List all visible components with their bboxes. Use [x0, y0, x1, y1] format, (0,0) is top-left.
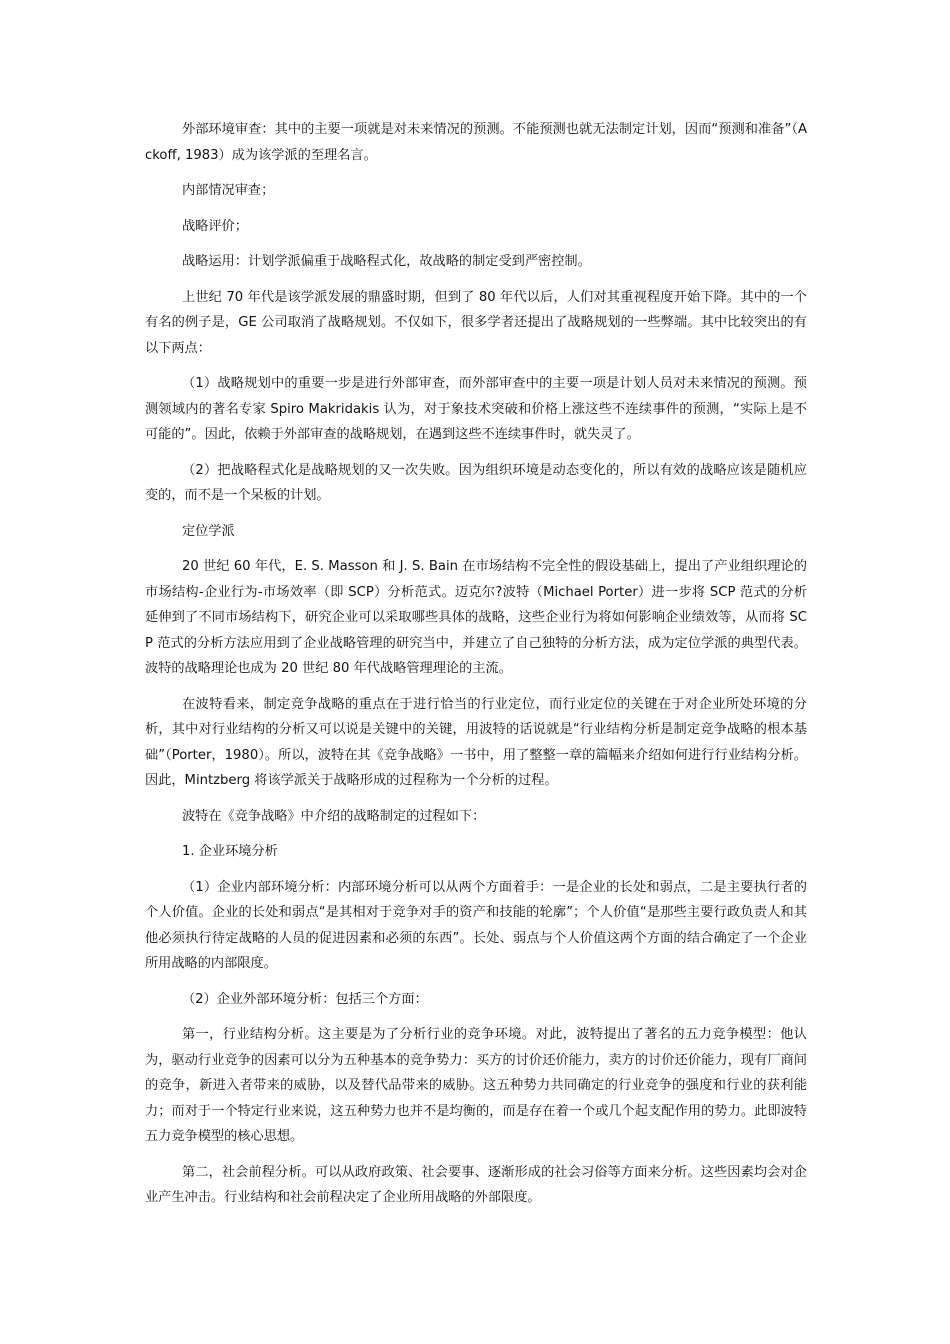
document-body [145, 117, 807, 1221]
paragraph-external-review: 外部环境审查：其中的主要一项就是对未来情况的预测。不能预测也就无法制定计划，因而“预测和准备”（Ackoff, 1983）成为该学派的至理名言。 [145, 122, 807, 163]
paragraph-scp-paradigm: 20 世纪 60 年代，E. S. Masson 和 J. S. Bain 在市场结构不完全性的假设基础上，提出了产业组织理论的市场结构-企业行为-市场效率（即 SCP）分析范式。迈克尔?波特（Michael Porter）进一步将 SCP 范式的分析延伸到了不同市场结构下，研究企业可以采取哪些具体的战略，这些企业行为将如何影响企业绩效等，从而将 SCP 范式的分析方法应用到了企业战略管理的研究当中，并建立了自己独特的分析方法，成为定位学派的典型代表。波特的战略理论也成为 20 世纪 80 年代战略管理理论的主流。 [145, 559, 807, 676]
paragraph-internal-review: 内部情况审查； [181, 183, 275, 198]
paragraph-planning-school-decline: 上世纪 70 年代是该学派发展的鼎盛时期，但到了 80 年代以后，人们对其重视程度开始下降。其中的一个有名的例子是，GE 公司取消了战略规划。不仅如下，很多学者还提出了战略规划的一些弊端。其中比较突出的有以下两点： [145, 289, 807, 356]
paragraph-strategy-evaluation: 战略评价； [181, 218, 248, 234]
paragraph-internal-environment: （1）企业内部环境分析：内部环境分析可以从两个方面着手：一是企业的长处和弱点，二是主要执行者的个人价值。企业的长处和弱点“是其相对于竞争对手的资产和技能的轮廓”；个人价值“是那些主要行政负责人和其他必须执行待定战略的人员的促进因素和必须的东西”。长处、弱点与个人价值这两个方面的结合确定了一个企业所用战略的内部限度。 [145, 879, 807, 971]
section-heading-positioning-school: 定位学派 [181, 523, 235, 539]
paragraph-porter-view: 在波特看来，制定竞争战略的重点在于进行恰当的行业定位，而行业定位的关键在于对企业所处环境的分析，其中对行业结构的分析又可以说是关键中的关键，用波特的话说就是“行业结构分析是制定竞争战略的根本基础”（Porter，1980）。所以，波特在其《竞争战略》一书中，用了整整一章的篇幅来介绍如何进行行业结构分析。因此，Mintzberg 将该学派关于战略形成的过程称为一个分析的过程。 [145, 696, 807, 788]
paragraph-point-1: （1）战略规划中的重要一步是进行外部审查，而外部审查中的主要一项是计划人员对未来情况的预测。预测领域内的著名专家 Spiro Makridakis 认为，对于象技术突破和价格上涨这些不连续事件的预测，“实际上是不可能的”。因此，依赖于外部审查的战略规划，在遇到这些不连续事件时，就失灵了。 [145, 376, 807, 442]
paragraph-point-2: （2）把战略程式化是战略规划的又一次失败。因为组织环境是动态变化的，所以有效的战略应该是随机应变的，而不是一个呆板的计划。 [145, 462, 807, 503]
list-heading-environment-analysis: 1. 企业环境分析 [181, 844, 278, 859]
paragraph-strategy-application: 战略运用：计划学派偏重于战略程式化，故战略的制定受到严密控制。 [181, 254, 591, 269]
paragraph-external-environment: （2）企业外部环境分析：包括三个方面： [181, 991, 428, 1007]
paragraph-strategy-process-intro: 波特在《竞争战略》中介绍的战略制定的过程如下： [181, 808, 486, 824]
paragraph-social-prospects: 第二，社会前程分析。可以从政府政策、社会要事、逐渐形成的社会习俗等方面来分析。这些因素均会对企业产生冲击。行业结构和社会前程决定了企业所用战略的外部限度。 [145, 1164, 807, 1205]
paragraph-industry-structure: 第一，行业结构分析。这主要是为了分析行业的竞争环境。对此，波特提出了著名的五力竞争模型：他认为，驱动行业竞争的因素可以分为五种基本的竞争势力：买方的讨价还价能力，卖方的讨价还价能力，现有厂商间的竞争，新进入者带来的威胁，以及替代品带来的威胁。这五种势力共同确定的行业竞争的强度和行业的获利能力；而对于一个特定行业来说，这五种势力也并不是均衡的，而是存在着一个或几个起支配作用的势力。此即波特五力竞争模型的核心思想。 [145, 1027, 807, 1144]
